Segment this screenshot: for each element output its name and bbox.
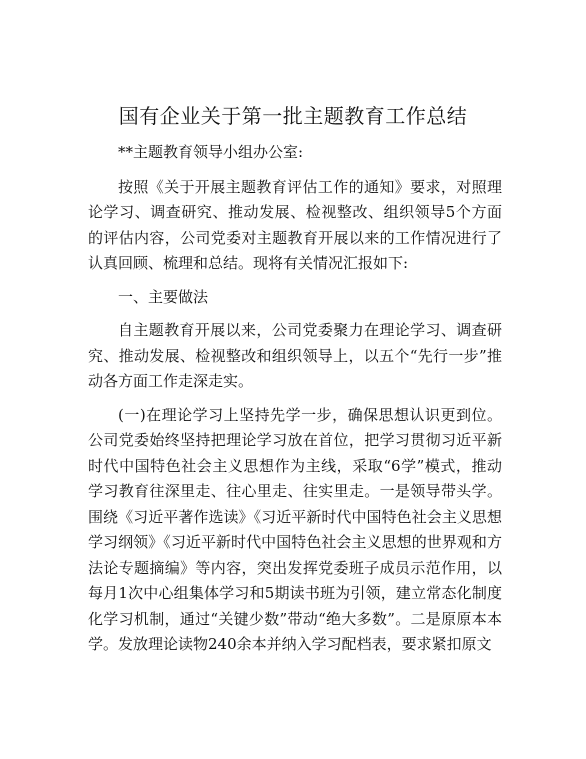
- document-title: 国有企业关于第一批主题教育工作总结: [118, 104, 468, 128]
- document-body: [88, 140, 502, 666]
- salutation: **主题教育领导小组办公室:: [118, 143, 304, 161]
- paragraph-overview: 自主题教育开展以来，公司党委聚力在理论学习、调查研究、推动发展、检视整改和组织领导上，以五个“先行一步”推动各方面工作走深走实。: [88, 321, 502, 390]
- paragraph-intro: 按照《关于开展主题教育评估工作的通知》要求，对照理论学习、调查研究、推动发展、检视整改、组织领导5个方面的评估内容，公司党委对主题教育开展以来的工作情况进行了认真回顾、梳理和总结。现将有关情况汇报如下:: [88, 177, 502, 272]
- paragraph-theory-study: (一)在理论学习上坚持先学一步，确保思想认识更到位。公司党委始终坚持把理论学习放在首位，把学习贯彻习近平新时代中国特色社会主义思想作为主线，采取“6学”模式，推动学习教育往深里走、往心里走、往实里走。一是领导带头学。围绕《习近平著作选读》《习近平新时代中国特色社会主义思想学习纲领》《习近平新时代中国特色社会主义思想的世界观和方法论专题摘编》等内容，突出发挥党委班子成员示范作用，以每月1次中心组集体学习和5期读书班为引领，建立常态化制度化学习机制，通过“关键少数”带动“绝大多数”。二是原原本本学。发放理论读物240余本并纳入学习配档表，要求紧扣原文: [88, 405, 502, 653]
- section-heading: 一、主要做法: [118, 287, 209, 306]
